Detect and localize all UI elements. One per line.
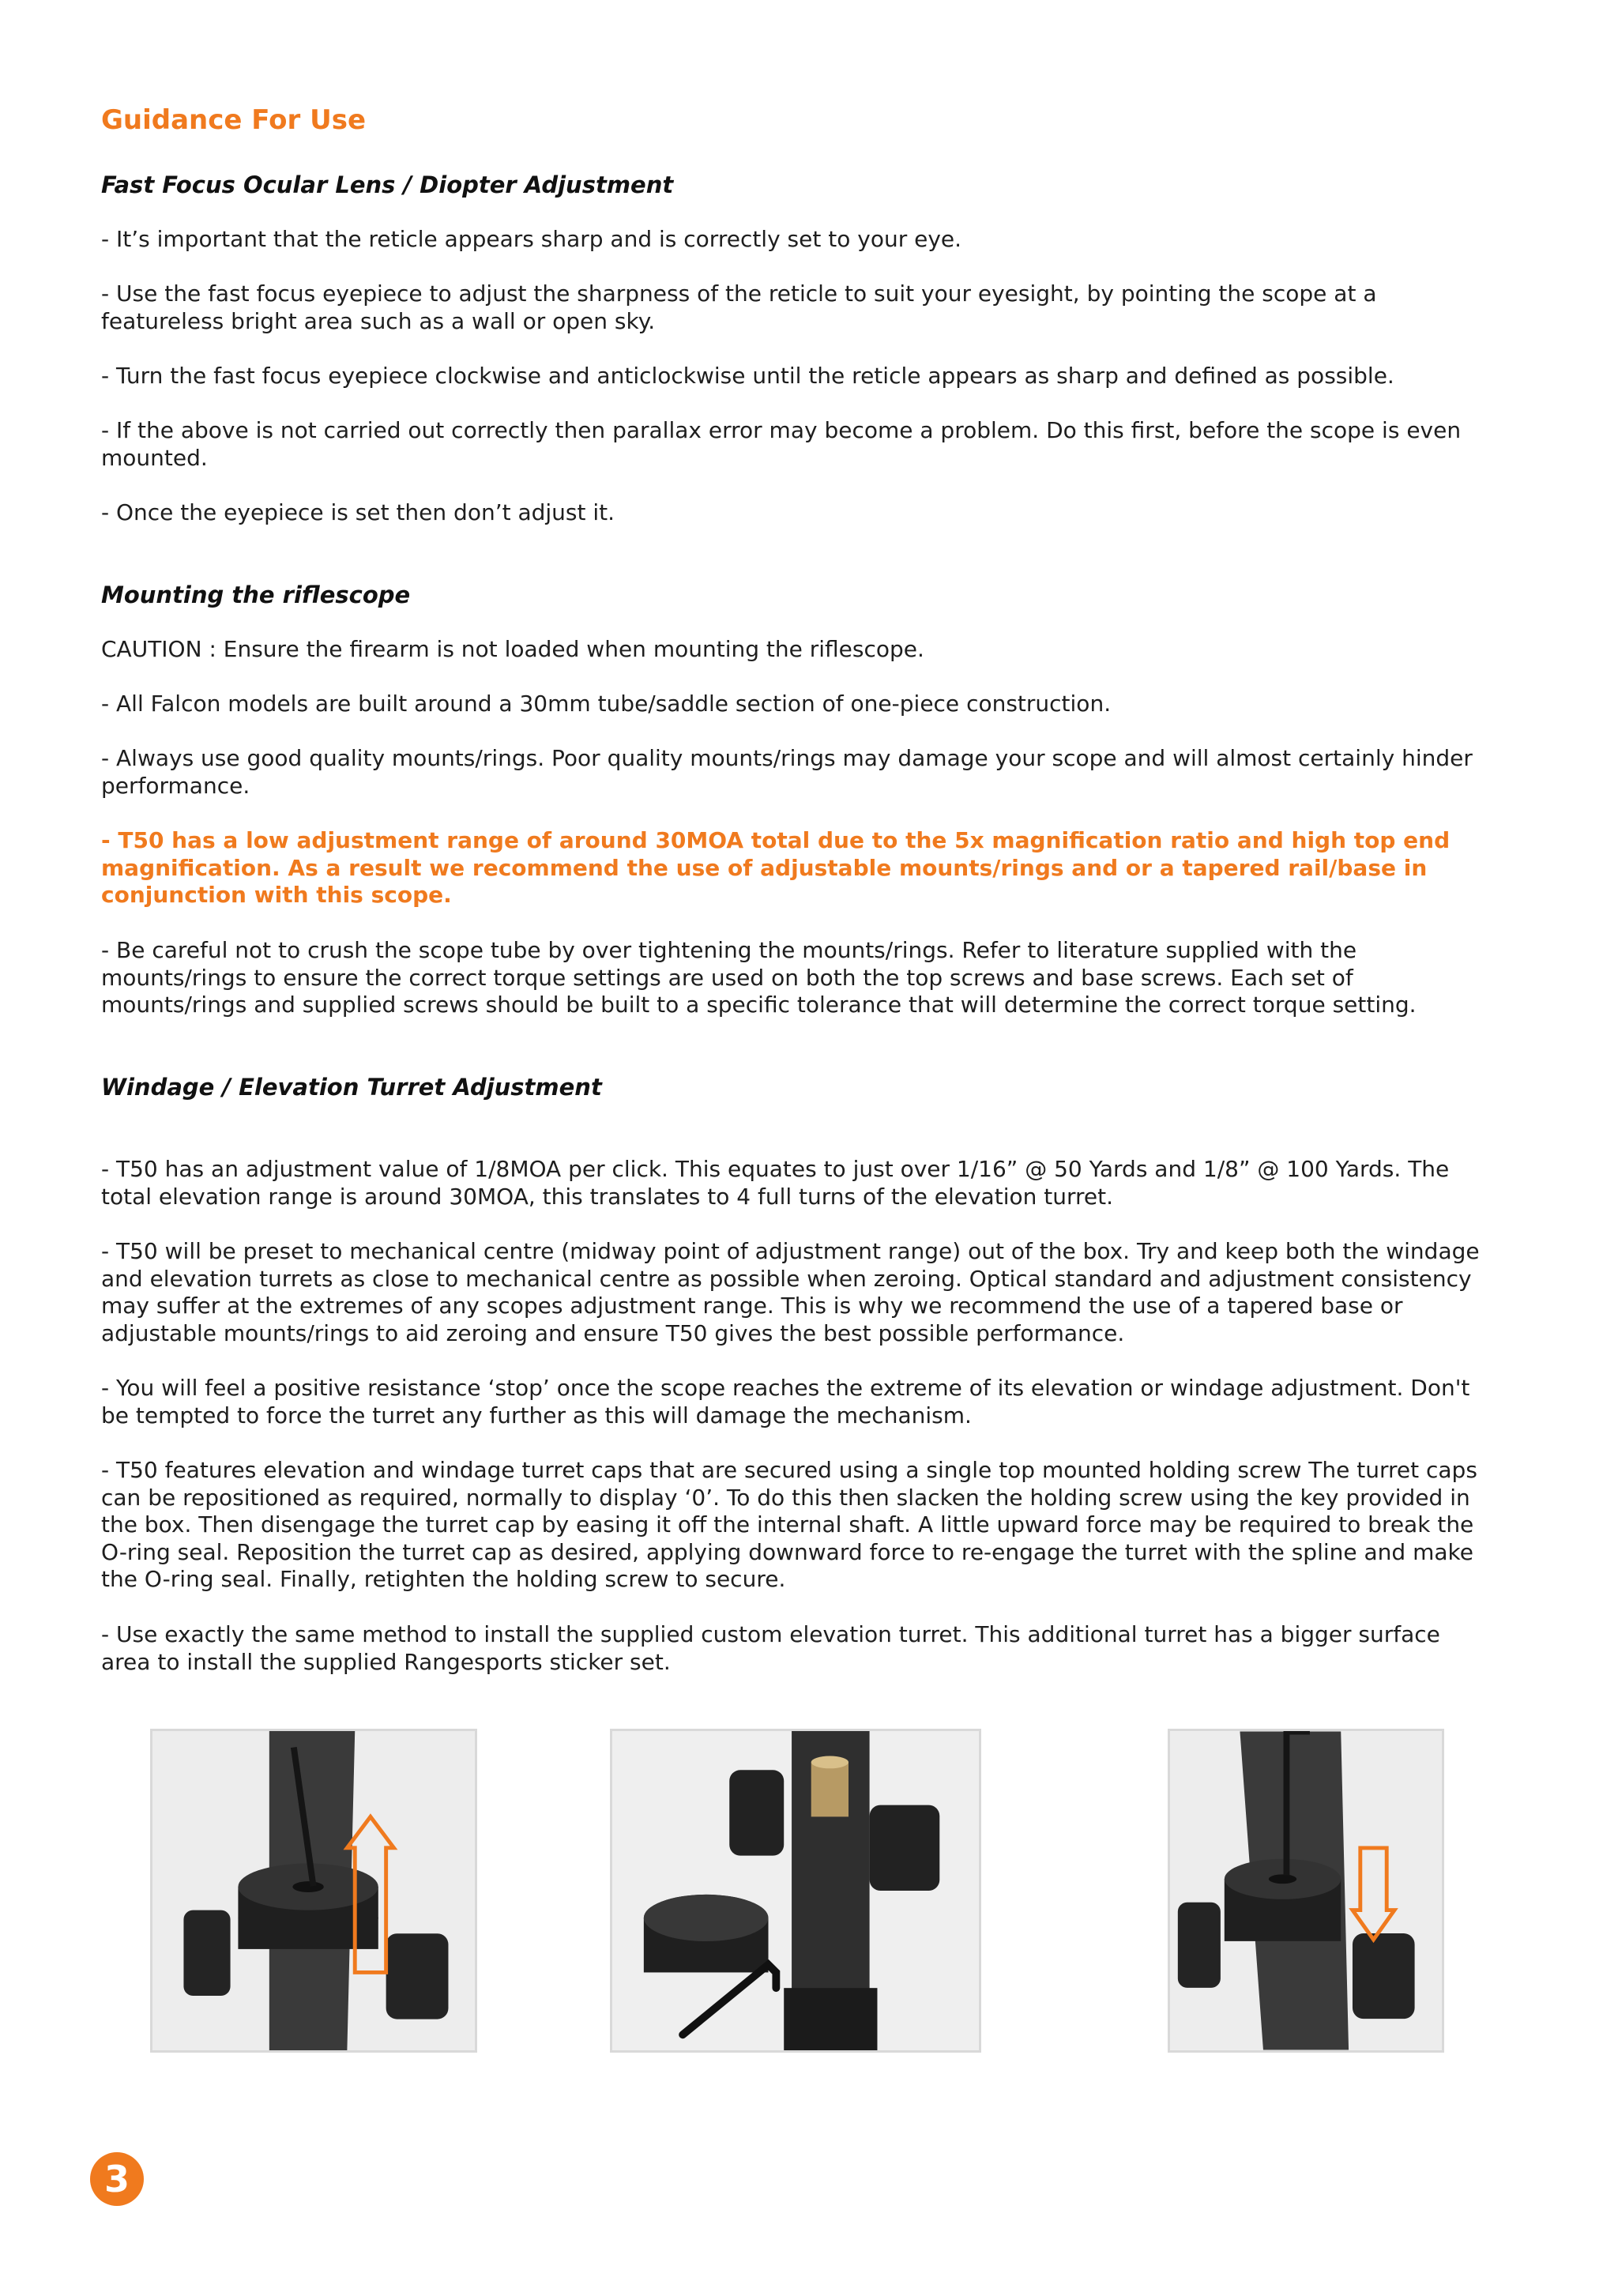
page-number-badge bbox=[88, 2151, 145, 2208]
turret-cap-lift-illustration bbox=[152, 1731, 475, 2050]
turret-cap-press-photo bbox=[1168, 1729, 1444, 2053]
paragraph: - T50 has an adjustment value of 1/8MOA per click. This equates to just over 1/16” @ 50 Yards and 1/8” @ 100 Yards. The total elevation range is around 30MOA, this translates to 4 full turns of the elevation turret. bbox=[101, 1156, 1450, 1210]
paragraph: - Use the fast focus eyepiece to adjust the sharpness of the reticle to suit your eyesight, by pointing the scope at a featureless bright area such as a wall or open sky. bbox=[101, 280, 1377, 334]
turret-cap-press-illustration bbox=[1170, 1731, 1442, 2050]
paragraph: - T50 features elevation and windage turret caps that are secured using a single top mounted holding screw The turret caps can be repositioned as required, normally to display ‘0’. To do this then slacken the holding screw using the key provided in the box. Then disengage the turret cap by easing it off the internal shaft. A little upward force may be required to break the O-ring seal. Reposition the turret cap as desired, applying downward force to re-engage the turret with the spline and make the O-ring seal. Finally, retighten the holding screw to secure. bbox=[101, 1457, 1477, 1592]
paragraph: - T50 will be preset to mechanical centre (midway point of adjustment range) out of the box. Try and keep both the windage and elevation turrets as close to mechanical centre as possible when zeroing. Optical standard and adjustment consistency may suffer at the extremes of any scopes adjustment range. This is why we recommend the use of a tapered base or adjustable mounts/rings to aid zeroing and ensure T50 gives the best possible performance. bbox=[101, 1238, 1480, 1346]
section-heading-focus: Fast Focus Ocular Lens / Diopter Adjustment bbox=[101, 171, 674, 198]
page-number: 3 bbox=[103, 2158, 130, 2200]
paragraph: - Turn the fast focus eyepiece clockwise and anticlockwise until the reticle appears as sharp and defined as possible. bbox=[101, 363, 1394, 389]
turret-cap-lift-photo bbox=[150, 1729, 477, 2053]
paragraph: - Always use good quality mounts/rings. Poor quality mounts/rings may damage your scope and will almost certainly hinder performance. bbox=[101, 745, 1473, 799]
section-heading-mounting: Mounting the riflescope bbox=[101, 582, 411, 608]
paragraph: CAUTION : Ensure the firearm is not loaded when mounting the riflescope. bbox=[101, 636, 924, 662]
paragraph: - All Falcon models are built around a 30mm tube/saddle section of one-piece construction. bbox=[101, 691, 1112, 717]
paragraph: - Be careful not to crush the scope tube by over tightening the mounts/rings. Refer to literature supplied with the mounts/rings to ensure the correct torque settings are used on both the top screws and base screws. Each set of mounts/rings and supplied screws should be built to a specific tolerance that will determine the correct torque setting. bbox=[101, 937, 1417, 1018]
turret-cap-removed-photo bbox=[610, 1729, 981, 2053]
section-heading-turret: Windage / Elevation Turret Adjustment bbox=[101, 1074, 602, 1101]
paragraph: - You will feel a positive resistance ‘stop’ once the scope reaches the extreme of its elevation or windage adjustment. Don't be tempted to force the turret any further as this will damage the mechanism. bbox=[101, 1375, 1470, 1428]
paragraph: - It’s important that the reticle appears sharp and is correctly set to your eye. bbox=[101, 226, 962, 252]
turret-cap-removed-illustration bbox=[612, 1731, 979, 2050]
paragraph: - Use exactly the same method to install the supplied custom elevation turret. This additional turret has a bigger surface area to install the supplied Rangesports sticker set. bbox=[101, 1621, 1440, 1675]
page-title: Guidance For Use bbox=[101, 104, 367, 136]
highlight-paragraph: - T50 has a low adjustment range of around 30MOA total due to the 5x magnification ratio and high top end magnification. As a result we recommend the use of adjustable mounts/rings and or a tapered rail/base in conjunction with this scope. bbox=[101, 827, 1451, 908]
paragraph: - If the above is not carried out correctly then parallax error may become a problem. Do this first, before the scope is even mounted. bbox=[101, 417, 1462, 471]
paragraph: - Once the eyepiece is set then don’t adjust it. bbox=[101, 499, 615, 525]
